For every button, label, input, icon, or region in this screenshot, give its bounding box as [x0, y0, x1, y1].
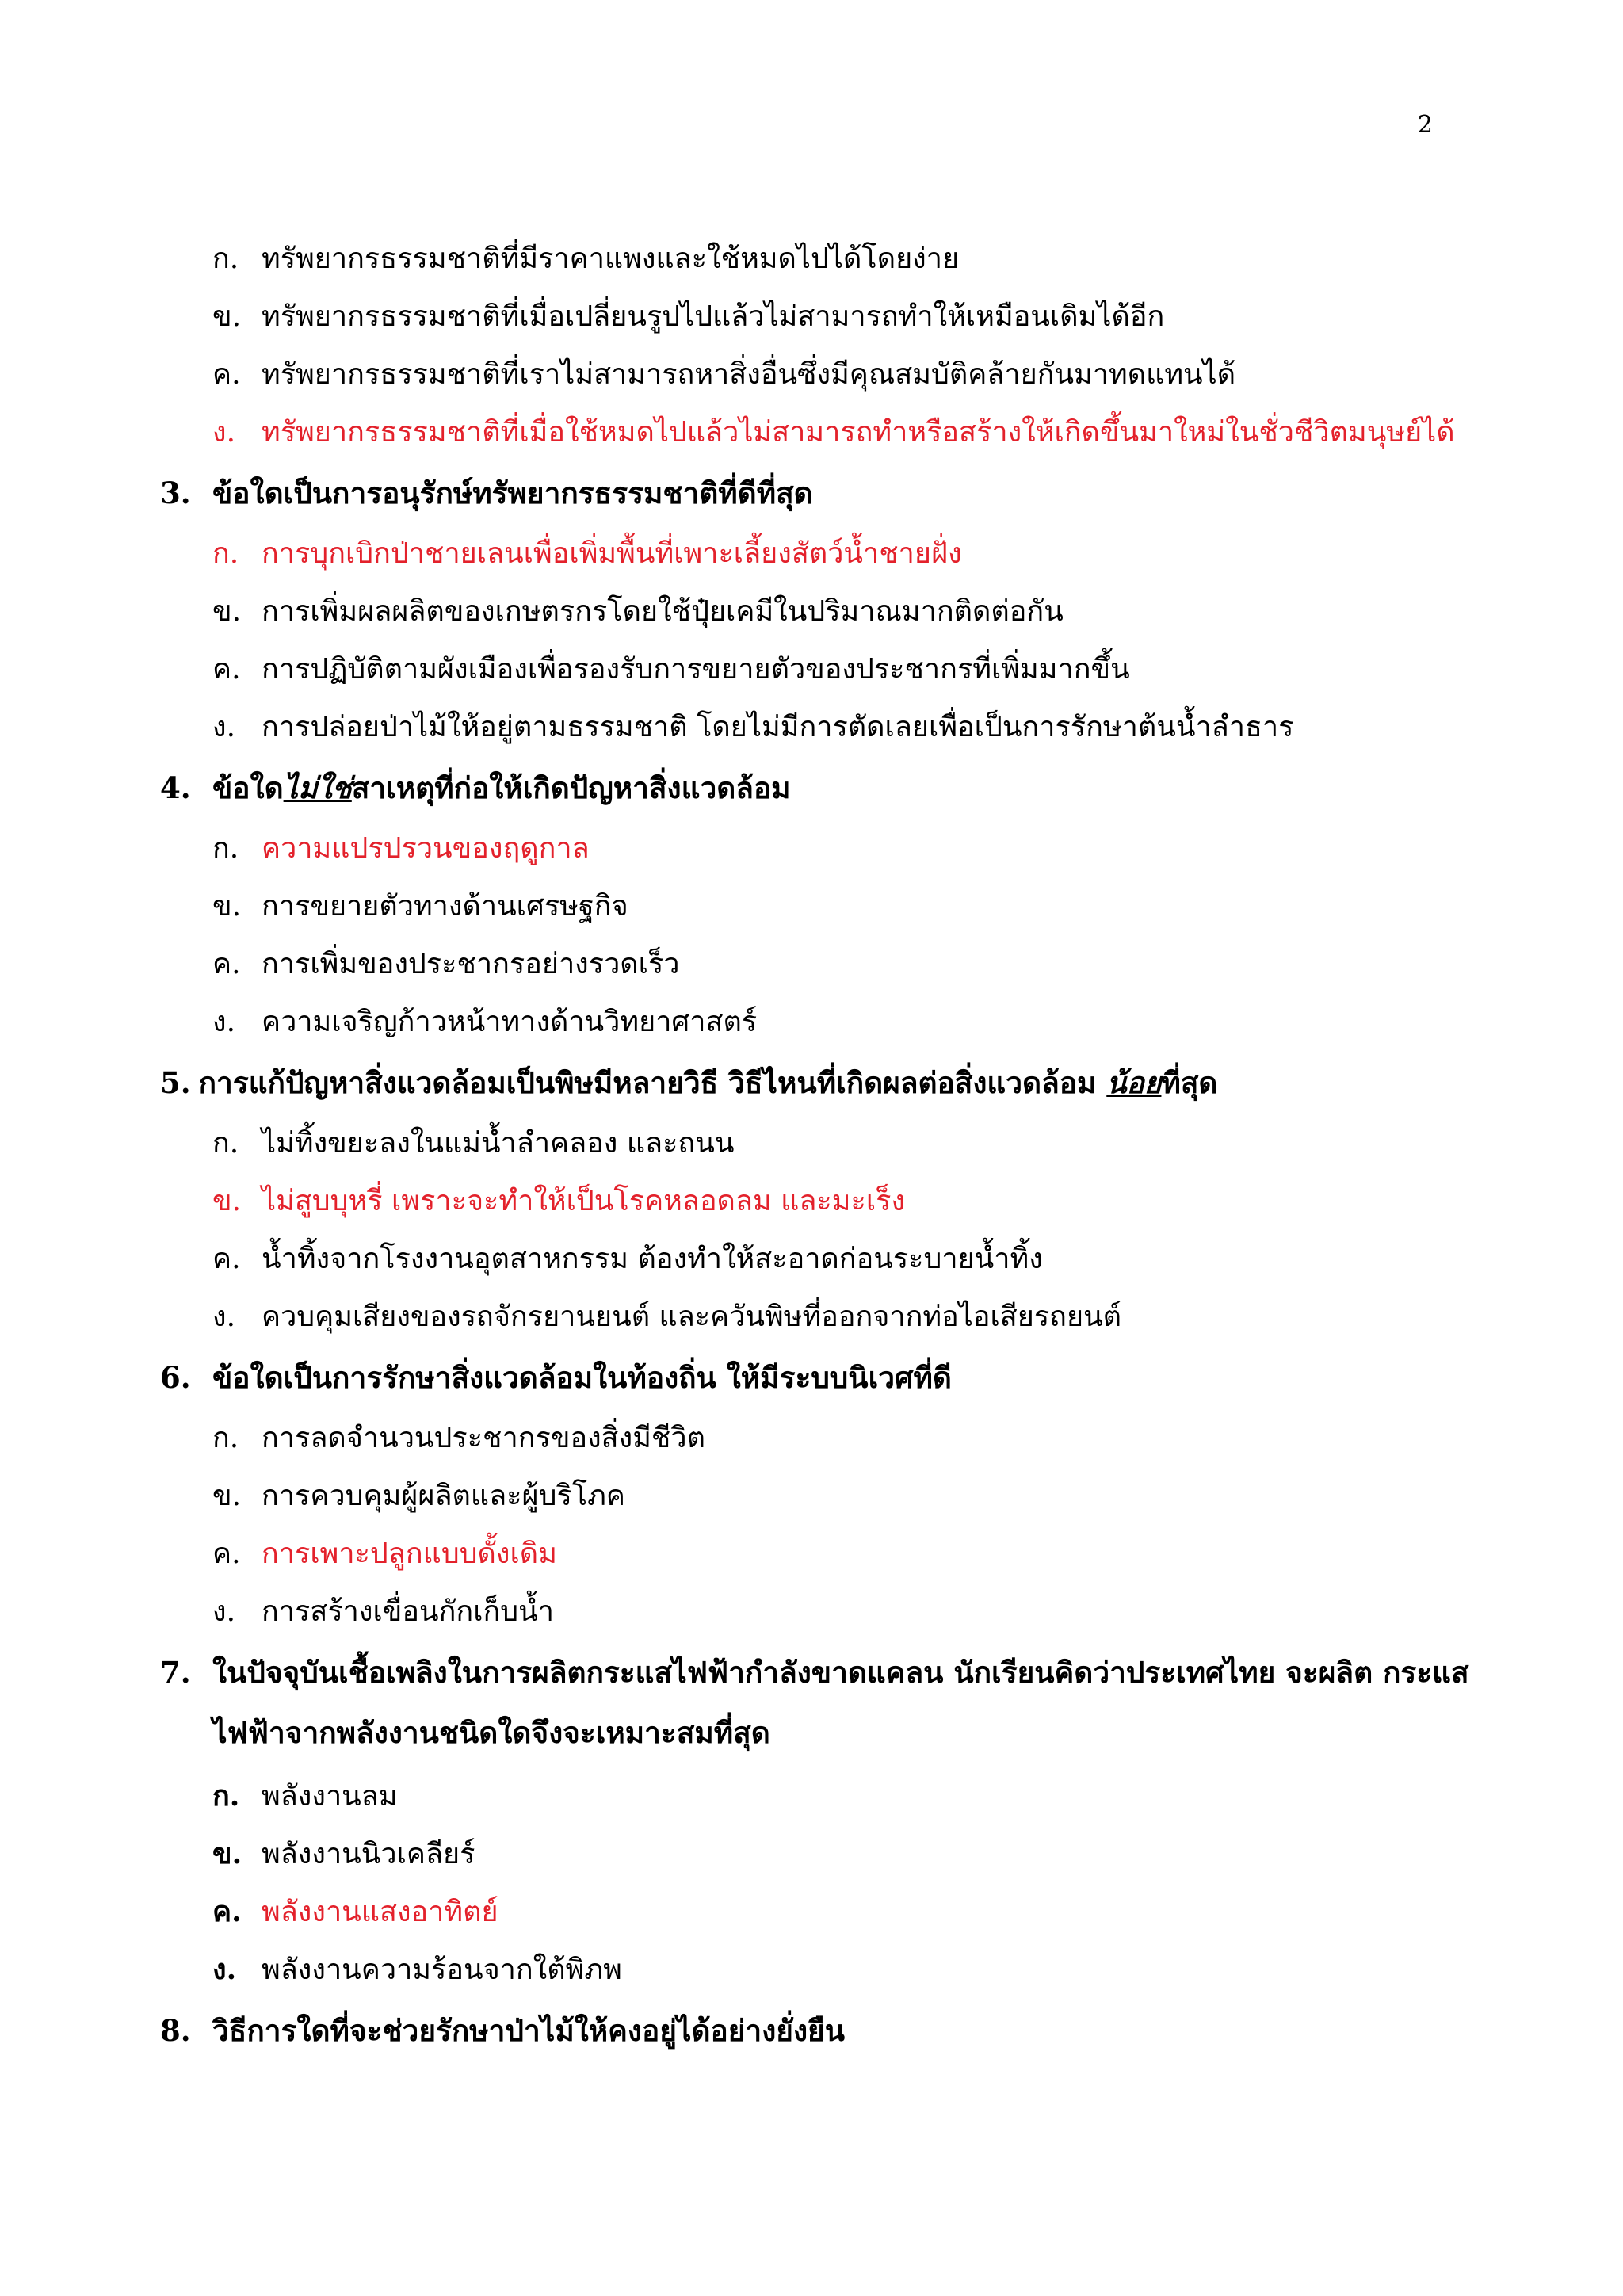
q3-option-a-answer [160, 525, 1539, 583]
question-text-post: สาเหตุที่ก่อให้เกิดปัญหาสิ่งแวดล้อม [351, 770, 791, 805]
question-4 [160, 756, 1539, 819]
q6-option-d [160, 1583, 1539, 1641]
option-letter: ง. [212, 1301, 236, 1333]
page-number: 2 [1417, 111, 1433, 139]
q6-option-b [160, 1467, 1539, 1525]
option-text: การปล่อยป่าไม้ให้อยู่ตามธรรมชาติ โดยไม่มีการตัดเลยเพื่อเป็นการรักษาต้นน้ำลำธาร [262, 711, 1294, 743]
option-letter: ก. [212, 1779, 240, 1813]
question-text-pre: การแก้ปัญหาสิ่งแวดล้อมเป็นพิษมีหลายวิธี วิธีไหนที่เกิดผลต่อสิ่งแวดล้อม [198, 1065, 1107, 1100]
q5-option-b-answer [160, 1172, 1539, 1230]
option-letter: ก. [212, 1127, 239, 1159]
option-letter: ข. [212, 1480, 242, 1512]
option-letter: ค. [212, 1895, 242, 1928]
option-letter: ง. [212, 711, 236, 743]
q5-option-a [160, 1114, 1539, 1172]
option-text: ความแปรปรวนของฤดูกาล [262, 832, 590, 865]
question-number: 8. [160, 2013, 191, 2048]
q5-option-c [160, 1230, 1539, 1288]
question-number: 6. [160, 1360, 191, 1395]
exam-content [160, 230, 1539, 2062]
question-text [212, 756, 791, 819]
option-text: ไม่ทิ้งขยะลงในแม่น้ำลำคลอง และถนน [262, 1127, 735, 1159]
question-emphasis: น้อย [1106, 1065, 1162, 1100]
option-text: การลดจำนวนประชากรของสิ่งมีชีวิต [262, 1422, 705, 1454]
option-letter: ง. [212, 1006, 236, 1038]
q2-option-b [160, 288, 1539, 346]
q2-option-a [160, 230, 1539, 288]
option-letter: ข. [212, 595, 242, 628]
option-letter: ก. [212, 832, 239, 865]
q6-option-a [160, 1409, 1539, 1467]
option-text: การบุกเบิกป่าชายเลนเพื่อเพิ่มพื้นที่เพาะเลี้ยงสัตว์น้ำชายฝั่ง [262, 537, 962, 570]
option-text: ทรัพยากรธรรมชาติที่มีราคาแพงและใช้หมดไปได้โดยง่าย [262, 243, 960, 275]
question-text: วิธีการใดที่จะช่วยรักษาป่าไม้ให้คงอยู่ได้อย่างยั่งยืน [212, 2013, 845, 2048]
q7-option-c-answer [160, 1883, 1539, 1941]
q4-option-c [160, 935, 1539, 993]
q7-option-a [160, 1767, 1539, 1825]
option-text: การปฏิบัติตามผังเมืองเพื่อรองรับการขยายตัวของประชากรที่เพิ่มมากขึ้น [262, 653, 1130, 686]
option-letter: ง. [212, 1953, 237, 1986]
option-letter: ค. [212, 948, 241, 980]
option-text: ไม่สูบบุหรี่ เพราะจะทำให้เป็นโรคหลอดลม และมะเร็ง [262, 1185, 906, 1217]
option-text: ทรัพยากรธรรมชาติที่เมื่อใช้หมดไปแล้วไม่สามารถทำหรือสร้างให้เกิดขึ้นมาใหม่ในชั่วชีวิตมนุษย์ได้ [262, 416, 1455, 449]
option-letter: ข. [212, 1837, 242, 1870]
option-text: การเพิ่มผลผลิตของเกษตรกรโดยใช้ปุ๋ยเคมีในปริมาณมากติดต่อกัน [262, 595, 1064, 628]
question-number: 3. [160, 476, 191, 510]
option-letter: ก. [212, 1422, 239, 1454]
option-text: ความเจริญก้าวหน้าทางด้านวิทยาศาสตร์ [262, 1006, 758, 1038]
q6-option-c-answer [160, 1525, 1539, 1583]
option-letter: ข. [212, 1185, 242, 1217]
q2-option-d-answer [160, 403, 1539, 461]
q3-option-d [160, 698, 1539, 756]
question-text-post: ที่สุด [1161, 1065, 1218, 1100]
question-text: ข้อใดเป็นการอนุรักษ์ทรัพยากรธรรมชาติที่ดีที่สุด [212, 476, 813, 510]
q4-option-a-answer [160, 819, 1539, 877]
option-letter: ง. [212, 416, 236, 449]
option-text: น้ำทิ้งจากโรงงานอุตสาหกรรม ต้องทำให้สะอาดก่อนระบายน้ำทิ้ง [262, 1243, 1043, 1275]
question-text-pre: ข้อใด [212, 770, 284, 805]
option-text: การเพิ่มของประชากรอย่างรวดเร็ว [262, 948, 680, 980]
q3-option-b [160, 583, 1539, 640]
q7-option-b [160, 1825, 1539, 1883]
q2-option-c [160, 346, 1539, 403]
question-text: ในปัจจุบันเชื้อเพลิงในการผลิตกระแสไฟฟ้ากำลังขาดแคลน นักเรียนคิดว่าประเทศไทย จะผลิต กระแสไฟฟ้าจากพลังงานชนิดใดจึงจะเหมาะสมที่สุด [212, 1655, 1469, 1750]
question-number: 4. [160, 770, 191, 805]
q4-option-d [160, 993, 1539, 1051]
option-text: ทรัพยากรธรรมชาติที่เมื่อเปลี่ยนรูปไปแล้วไม่สามารถทำให้เหมือนเดิมได้อีก [262, 300, 1165, 333]
question-text [199, 1051, 1218, 1114]
option-letter: ค. [212, 358, 241, 391]
option-text: พลังงานความร้อนจากใต้พิภพ [262, 1954, 622, 1986]
option-letter: ค. [212, 1243, 241, 1275]
option-text: การเพาะปลูกแบบดั้งเดิม [262, 1538, 557, 1570]
question-number: 5. [160, 1065, 191, 1100]
option-text: การสร้างเขื่อนกักเก็บน้ำ [262, 1595, 554, 1628]
question-3 [160, 461, 1539, 525]
option-text: ควบคุมเสียงของรถจักรยานยนต์ และควันพิษที่ออกจากท่อไอเสียรถยนต์ [262, 1301, 1122, 1333]
q5-option-d [160, 1288, 1539, 1346]
question-6 [160, 1346, 1539, 1409]
option-text: พลังงานลม [262, 1780, 398, 1813]
q4-option-b [160, 877, 1539, 935]
option-text: ทรัพยากรธรรมชาติที่เราไม่สามารถหาสิ่งอื่นซึ่งมีคุณสมบัติคล้ายกันมาทดแทนได้ [262, 358, 1236, 391]
question-7 [160, 1641, 1539, 1763]
question-text: ข้อใดเป็นการรักษาสิ่งแวดล้อมในท้องถิ่น ให้มีระบบนิเวศที่ดี [212, 1360, 952, 1395]
question-5 [160, 1051, 1539, 1114]
option-letter: ข. [212, 890, 242, 923]
option-letter: ข. [212, 300, 242, 333]
option-letter: ค. [212, 1538, 241, 1570]
option-text: การควบคุมผู้ผลิตและผู้บริโภค [262, 1480, 625, 1512]
option-letter: ก. [212, 537, 239, 570]
q3-option-c [160, 640, 1539, 698]
option-text: พลังงานนิวเคลียร์ [262, 1838, 475, 1870]
option-text: พลังงานแสงอาทิตย์ [262, 1896, 498, 1928]
question-number: 7. [160, 1655, 191, 1690]
option-letter: ง. [212, 1595, 236, 1628]
question-8 [160, 1999, 1539, 2062]
q7-option-d [160, 1941, 1539, 1999]
option-letter: ค. [212, 653, 241, 686]
question-emphasis: ไม่ใช่ [283, 770, 352, 805]
option-text: การขยายตัวทางด้านเศรษฐกิจ [262, 890, 628, 923]
option-letter: ก. [212, 243, 239, 275]
